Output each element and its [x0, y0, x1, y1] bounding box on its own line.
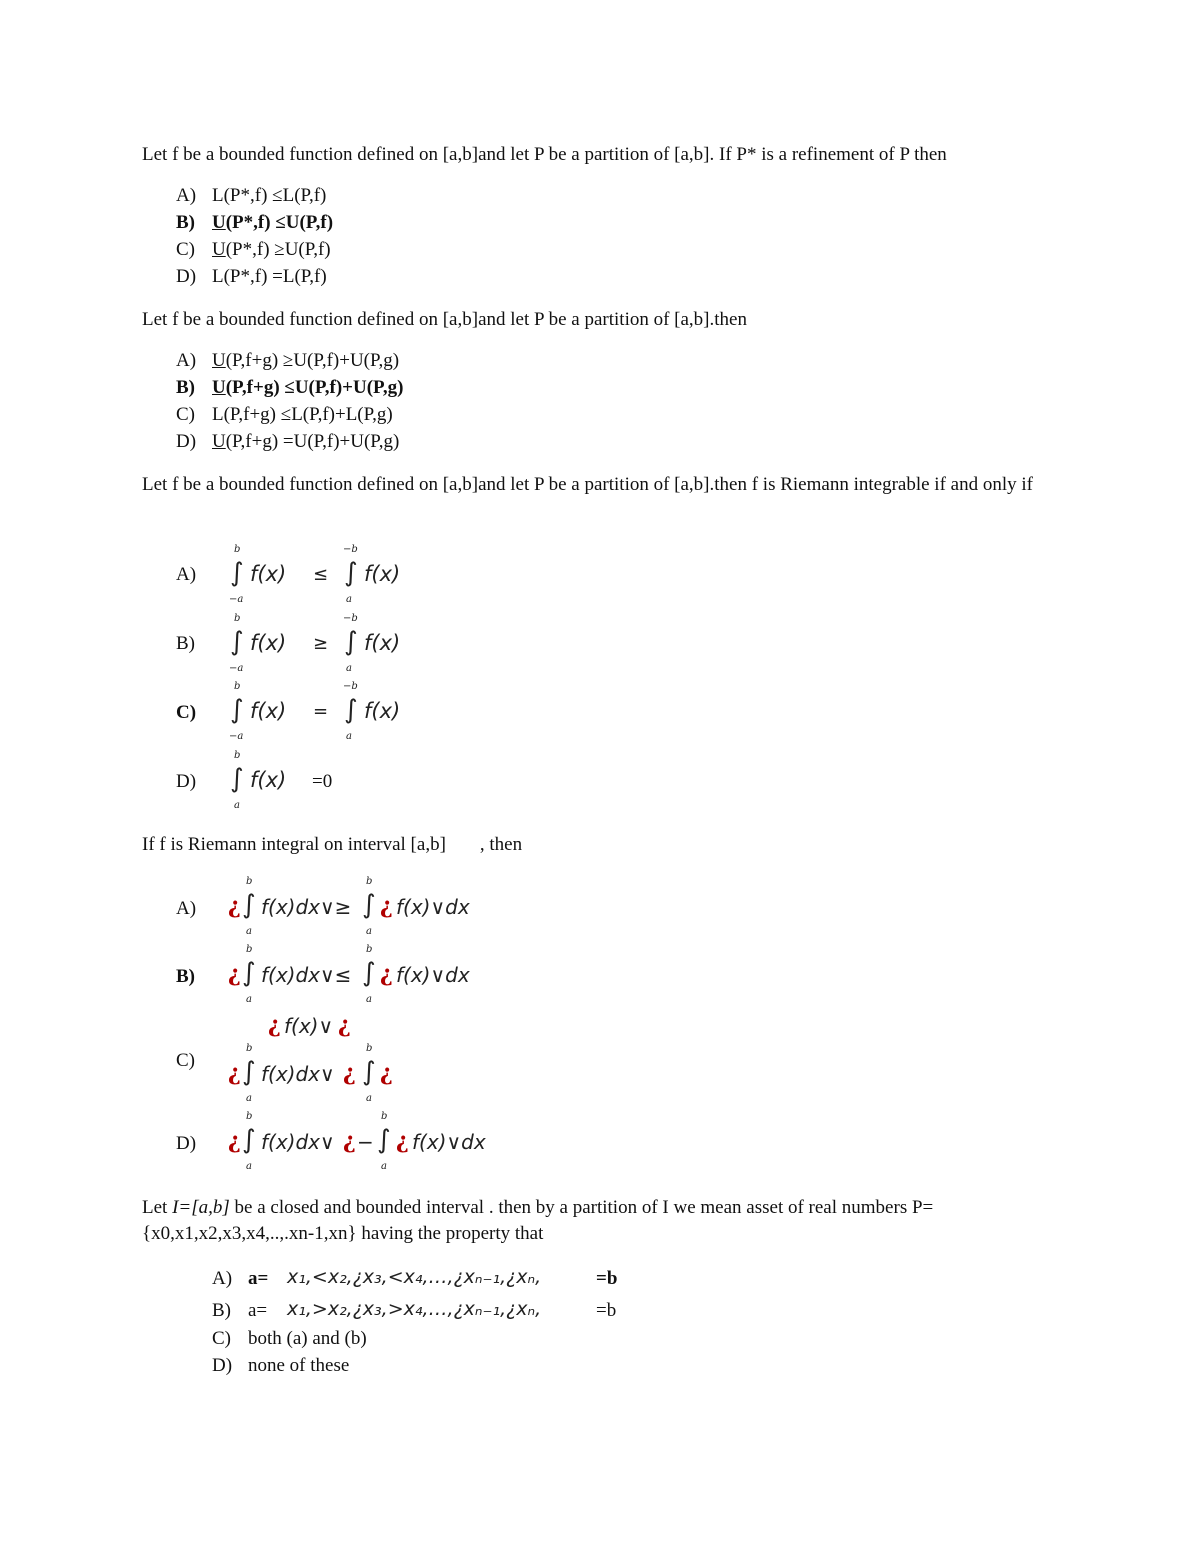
integral-sign-icon: ∫: [377, 1125, 391, 1155]
integrand: f(x): [250, 768, 287, 792]
question-4-option-b-label[interactable]: B): [176, 966, 195, 987]
question-4-option-a-label[interactable]: A): [176, 898, 197, 919]
relation-symbol: ≤: [313, 564, 329, 585]
integral-sign-icon: ∫: [344, 558, 358, 588]
left-expression: f(x)dx∨≤: [261, 963, 352, 987]
minus-sign: −: [357, 1130, 374, 1154]
unknown-glyph-icon: ¿: [268, 1012, 281, 1038]
question-4-stem-text: If f is Riemann integral on interval [a,b]: [142, 834, 446, 855]
upper-limit: b: [246, 1111, 253, 1122]
question-3-option-a-label[interactable]: A): [176, 564, 197, 585]
integral-sign-icon: ∫: [362, 890, 376, 920]
right-expression: f(x)∨dx: [396, 895, 470, 919]
unknown-glyph-icon: ¿: [343, 1128, 356, 1154]
question-4-option-c-label[interactable]: C): [176, 1050, 195, 1071]
question-1-option-c[interactable]: C) U(P*,f) ≥U(P,f): [176, 239, 331, 260]
lower-limit: −a: [229, 731, 244, 742]
equals-zero: =0: [312, 771, 333, 792]
relation-symbol: =: [313, 701, 329, 722]
lower-limit: a: [346, 594, 352, 605]
integrand: f(x): [364, 631, 401, 655]
unknown-glyph-icon: ¿: [343, 1060, 356, 1086]
question-5-option-a[interactable]: A) a=: [212, 1268, 269, 1289]
question-1-option-a[interactable]: A) L(P*,f) ≤L(P,f): [176, 185, 327, 206]
question-3-option-d-label[interactable]: D): [176, 771, 197, 792]
question-1-stem: Let f be a bounded function defined on [a,b]and let P be a partition of [a,b]. If P* is a refinement of P then: [142, 144, 947, 165]
upper-limit: b: [234, 544, 241, 555]
lower-limit: −a: [229, 663, 244, 674]
question-4-stem: [142, 832, 522, 858]
upper-limit: b: [246, 944, 253, 955]
question-2-stem: Let f be a bounded function defined on [a,b]and let P be a partition of [a,b].then: [142, 309, 747, 330]
lower-limit: a: [246, 1093, 252, 1104]
upper-limit: −b: [343, 681, 358, 692]
unknown-glyph-icon: ¿: [228, 961, 241, 987]
unknown-glyph-icon: ¿: [380, 961, 393, 987]
question-5-stem-pre: Let: [142, 1197, 173, 1218]
question-3-option-b-label[interactable]: B): [176, 633, 195, 654]
sequence-tail: =b: [596, 1268, 618, 1289]
relation-symbol: ≥: [313, 633, 329, 654]
sequence-expression: x₁,<x₂,¿x₃,<x₄,…,¿xₙ₋₁,¿xₙ,: [287, 1266, 542, 1288]
integral-sign-icon: ∫: [230, 627, 244, 657]
question-3-option-c-label[interactable]: C): [176, 702, 197, 723]
upper-limit: −b: [343, 544, 358, 555]
upper-limit: b: [366, 876, 373, 887]
question-2-option-a[interactable]: A) U(P,f+g) ≥U(P,f)+U(P,g): [176, 350, 400, 371]
lower-limit: a: [366, 994, 372, 1005]
upper-limit: b: [246, 876, 253, 887]
unknown-glyph-icon: ¿: [338, 1012, 351, 1038]
question-5-option-d[interactable]: D) none of these: [212, 1355, 350, 1376]
upper-limit: b: [366, 1043, 373, 1054]
integral-sign-icon: ∫: [362, 1057, 376, 1087]
lower-limit: a: [234, 800, 240, 811]
upper-limit: b: [234, 681, 241, 692]
question-1-option-b[interactable]: B) U(P*,f) ≤U(P,f): [176, 212, 334, 233]
lower-limit: −a: [229, 594, 244, 605]
lower-limit: a: [346, 731, 352, 742]
unknown-glyph-icon: ¿: [228, 893, 241, 919]
sequence-tail: =b: [596, 1300, 617, 1321]
question-5-stem: [142, 1195, 1042, 1247]
left-expression: f(x)dx∨: [261, 1062, 335, 1086]
integrand: f(x): [364, 699, 401, 723]
integrand: f(x): [364, 562, 401, 586]
unknown-glyph-icon: ¿: [396, 1128, 409, 1154]
lower-limit: a: [246, 1161, 252, 1172]
top-expression: f(x)∨: [284, 1014, 334, 1038]
integral-sign-icon: ∫: [242, 958, 256, 988]
question-2-option-c[interactable]: C) L(P,f+g) ≤L(P,f)+L(P,g): [176, 404, 393, 425]
upper-limit: b: [234, 750, 241, 761]
unknown-glyph-icon: ¿: [228, 1060, 241, 1086]
lower-limit: a: [366, 1093, 372, 1104]
question-3-stem: Let f be a bounded function defined on [a,b]and let P be a partition of [a,b].then f is Riemann integrable if and only if: [142, 474, 1033, 495]
unknown-glyph-icon: ¿: [380, 893, 393, 919]
right-expression: f(x)∨dx: [396, 963, 470, 987]
lower-limit: a: [246, 926, 252, 937]
question-4-stem-tail: , then: [479, 834, 523, 855]
upper-limit: b: [381, 1111, 388, 1122]
integral-sign-icon: ∫: [242, 1125, 256, 1155]
integral-sign-icon: ∫: [362, 958, 376, 988]
unknown-glyph-icon: ¿: [380, 1060, 393, 1086]
question-4-option-d-label[interactable]: D): [176, 1133, 197, 1154]
upper-limit: b: [246, 1043, 253, 1054]
integral-sign-icon: ∫: [242, 1057, 256, 1087]
left-expression: f(x)dx∨: [261, 1130, 335, 1154]
integral-sign-icon: ∫: [344, 695, 358, 725]
question-5-option-c[interactable]: C) both (a) and (b): [212, 1328, 367, 1349]
integral-sign-icon: ∫: [242, 890, 256, 920]
sequence-expression: x₁,>x₂,¿x₃,>x₄,…,¿xₙ₋₁,¿xₙ,: [287, 1298, 542, 1320]
integral-sign-icon: ∫: [230, 695, 244, 725]
lower-limit: a: [381, 1161, 387, 1172]
integrand: f(x): [250, 631, 287, 655]
question-1-option-d[interactable]: D) L(P*,f) =L(P,f): [176, 266, 327, 287]
integral-sign-icon: ∫: [230, 558, 244, 588]
integral-sign-icon: ∫: [230, 764, 244, 794]
question-2-option-b[interactable]: B) U(P,f+g) ≤U(P,f)+U(P,g): [176, 377, 404, 398]
right-expression: f(x)∨dx: [412, 1130, 486, 1154]
upper-limit: b: [366, 944, 373, 955]
upper-limit: b: [234, 613, 241, 624]
lower-limit: a: [246, 994, 252, 1005]
left-expression: f(x)dx∨≥: [261, 895, 352, 919]
upper-limit: −b: [343, 613, 358, 624]
lower-limit: a: [346, 663, 352, 674]
question-2-option-d[interactable]: D) U(P,f+g) =U(P,f)+U(P,g): [176, 431, 400, 452]
question-5-option-b[interactable]: B) a=: [212, 1300, 268, 1321]
question-5-stem-post: be a closed and bounded interval . then by a partition of I we mean asset of real numbers P={x0,x1,x2,x3,x4,..,.xn-1,xn} having the property that: [142, 1197, 934, 1244]
lower-limit: a: [366, 926, 372, 937]
question-5-stem-italic: I=[a,b]: [172, 1197, 230, 1218]
integrand: f(x): [250, 562, 287, 586]
integrand: f(x): [250, 699, 287, 723]
unknown-glyph-icon: ¿: [228, 1128, 241, 1154]
integral-sign-icon: ∫: [344, 627, 358, 657]
